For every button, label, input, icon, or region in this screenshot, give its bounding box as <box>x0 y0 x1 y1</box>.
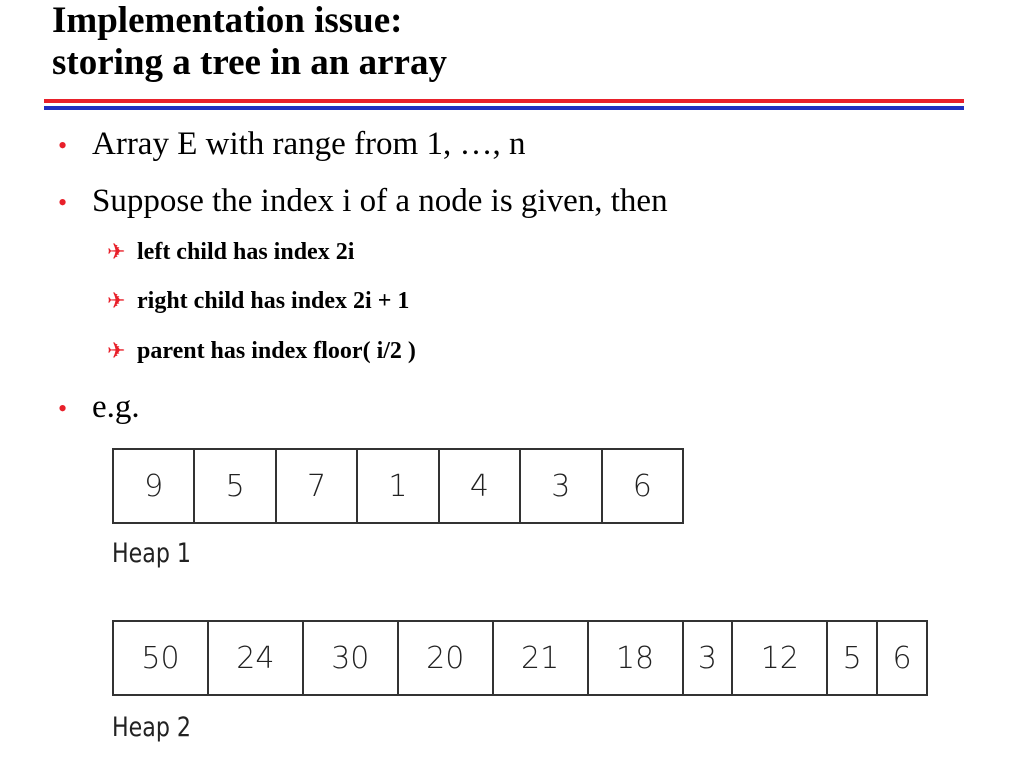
heap1-cell: 7 <box>276 449 357 523</box>
heap1-label: Heap 1 <box>112 538 192 569</box>
heap1-cell: 5 <box>194 449 275 523</box>
heap1-cell: 4 <box>439 449 520 523</box>
heap2-cell: 24 <box>208 621 303 695</box>
heap2-label: Heap 2 <box>112 712 192 743</box>
sub-bullet-item <box>107 287 409 315</box>
bullet-item <box>58 183 668 221</box>
title-line-1: Implementation issue: <box>52 0 403 41</box>
sub-bullet-text: right child has index 2i + 1 <box>137 288 410 314</box>
plane-arrow-icon: ✈ <box>107 239 126 264</box>
title-rule-blue <box>44 106 964 110</box>
heap2-cell: 20 <box>398 621 493 695</box>
heap2-cell: 6 <box>877 621 927 695</box>
heap1-row <box>113 449 683 523</box>
heap2-cell: 21 <box>493 621 588 695</box>
bullet-text: Suppose the index i of a node is given, then <box>92 183 668 219</box>
heap1-cell: 6 <box>602 449 683 523</box>
heap1-cell: 3 <box>520 449 601 523</box>
bullet-text: Array E with range from 1, …, n <box>92 126 526 162</box>
bullet-item <box>58 389 140 427</box>
sub-bullet-item <box>107 238 354 266</box>
bullet-item <box>58 126 525 164</box>
heap1-cell: 1 <box>357 449 438 523</box>
sub-bullet-text: left child has index 2i <box>137 239 355 265</box>
sub-bullet-text: parent has index floor( i/2 ) <box>137 338 416 364</box>
heap2-cell: 12 <box>732 621 827 695</box>
heap2-cell: 18 <box>588 621 683 695</box>
sub-bullet-item <box>107 337 416 365</box>
slide-title <box>52 0 447 84</box>
heap2-array <box>112 620 928 696</box>
bullet-text: e.g. <box>92 389 140 425</box>
plane-arrow-icon: ✈ <box>107 288 126 313</box>
bullet-dot-icon: • <box>58 188 68 217</box>
title-line-2: storing a tree in an array <box>52 42 447 83</box>
bullet-dot-icon: • <box>58 394 68 423</box>
heap2-cell: 5 <box>827 621 877 695</box>
heap2-cell: 50 <box>113 621 208 695</box>
heap2-cell: 3 <box>683 621 733 695</box>
heap1-cell: 9 <box>113 449 194 523</box>
heap1-array <box>112 448 684 524</box>
title-rule-red <box>44 99 964 103</box>
heap2-row <box>113 621 927 695</box>
bullet-dot-icon: • <box>58 131 68 160</box>
heap2-cell: 30 <box>303 621 398 695</box>
plane-arrow-icon: ✈ <box>107 338 126 363</box>
